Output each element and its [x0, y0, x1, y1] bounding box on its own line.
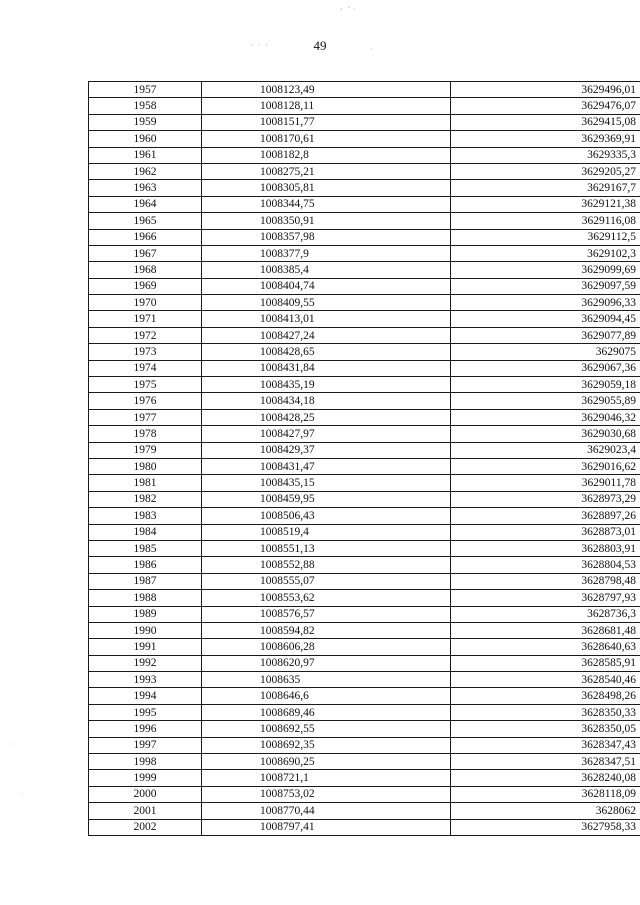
table-row	[89, 655, 640, 671]
x-coordinate-cell: 1008357,98	[202, 229, 451, 245]
y-coordinate-cell: 3628540,46	[451, 672, 640, 688]
point-number-cell: 1987	[89, 573, 202, 589]
x-coordinate-cell: 1008434,18	[202, 393, 451, 409]
point-number-cell: 1981	[89, 475, 202, 491]
scan-artifact: · · ·	[250, 40, 268, 50]
x-coordinate-cell: 1008721,1	[202, 770, 451, 786]
y-coordinate-cell: 3629496,01	[451, 82, 640, 98]
point-number-cell: 1982	[89, 491, 202, 507]
x-coordinate-cell: 1008551,13	[202, 540, 451, 556]
point-number-cell: 1977	[89, 409, 202, 425]
table-row	[89, 557, 640, 573]
point-number-cell: 1988	[89, 590, 202, 606]
point-number-cell: 1968	[89, 262, 202, 278]
y-coordinate-cell: 3629369,91	[451, 131, 640, 147]
x-coordinate-cell: 1008182,8	[202, 147, 451, 163]
x-coordinate-cell: 1008519,4	[202, 524, 451, 540]
table-row	[89, 131, 640, 147]
point-number-cell: 1985	[89, 540, 202, 556]
x-coordinate-cell: 1008404,74	[202, 278, 451, 294]
y-coordinate-cell: 3628118,09	[451, 786, 640, 802]
y-coordinate-cell: 3629099,69	[451, 262, 640, 278]
table-row	[89, 737, 640, 753]
x-coordinate-cell: 1008151,77	[202, 114, 451, 130]
point-number-cell: 1959	[89, 114, 202, 130]
table-row	[89, 442, 640, 458]
point-number-cell: 1975	[89, 377, 202, 393]
y-coordinate-cell: 3629097,59	[451, 278, 640, 294]
table-row	[89, 213, 640, 229]
table-row	[89, 458, 640, 474]
point-number-cell: 1970	[89, 295, 202, 311]
x-coordinate-cell: 1008689,46	[202, 704, 451, 720]
y-coordinate-cell: 3629096,33	[451, 295, 640, 311]
table-row	[89, 803, 640, 819]
y-coordinate-cell: 3629011,78	[451, 475, 640, 491]
x-coordinate-cell: 1008576,57	[202, 606, 451, 622]
table-row	[89, 475, 640, 491]
x-coordinate-cell: 1008594,82	[202, 622, 451, 638]
y-coordinate-cell: 3629077,89	[451, 327, 640, 343]
scan-artifact: ·	[370, 44, 373, 54]
table-row	[89, 606, 640, 622]
table-row	[89, 590, 640, 606]
point-number-cell: 1965	[89, 213, 202, 229]
table-row	[89, 295, 640, 311]
table-row	[89, 180, 640, 196]
point-number-cell: 1980	[89, 458, 202, 474]
table-row	[89, 393, 640, 409]
point-number-cell: 1979	[89, 442, 202, 458]
y-coordinate-cell: 3629167,7	[451, 180, 640, 196]
x-coordinate-cell: 1008431,47	[202, 458, 451, 474]
point-number-cell: 1994	[89, 688, 202, 704]
point-number-cell: 1973	[89, 344, 202, 360]
y-coordinate-cell: 3629102,3	[451, 245, 640, 261]
y-coordinate-cell: 3628803,91	[451, 540, 640, 556]
y-coordinate-cell: 3628736,3	[451, 606, 640, 622]
x-coordinate-cell: 1008305,81	[202, 180, 451, 196]
x-coordinate-cell: 1008435,15	[202, 475, 451, 491]
y-coordinate-cell: 3629055,89	[451, 393, 640, 409]
table-row	[89, 409, 640, 425]
table-row	[89, 704, 640, 720]
y-coordinate-cell: 3628798,48	[451, 573, 640, 589]
table-row	[89, 508, 640, 524]
y-coordinate-cell: 3629116,08	[451, 213, 640, 229]
point-number-cell: 1972	[89, 327, 202, 343]
point-number-cell: 1983	[89, 508, 202, 524]
point-number-cell: 1991	[89, 639, 202, 655]
point-number-cell: 1967	[89, 245, 202, 261]
table-row	[89, 360, 640, 376]
y-coordinate-cell: 3629476,07	[451, 98, 640, 114]
y-coordinate-cell: 3628681,48	[451, 622, 640, 638]
point-number-cell: 1995	[89, 704, 202, 720]
table-row	[89, 754, 640, 770]
x-coordinate-cell: 1008606,28	[202, 639, 451, 655]
table-row	[89, 672, 640, 688]
x-coordinate-cell: 1008552,88	[202, 557, 451, 573]
table-row	[89, 786, 640, 802]
y-coordinate-cell: 3629112,5	[451, 229, 640, 245]
table-row	[89, 573, 640, 589]
y-coordinate-cell: 3629121,38	[451, 196, 640, 212]
y-coordinate-cell: 3628240,08	[451, 770, 640, 786]
table-row	[89, 344, 640, 360]
point-number-cell: 2002	[89, 819, 202, 835]
y-coordinate-cell: 3628347,43	[451, 737, 640, 753]
table-row	[89, 311, 640, 327]
x-coordinate-cell: 1008435,19	[202, 377, 451, 393]
x-coordinate-cell: 1008506,43	[202, 508, 451, 524]
x-coordinate-cell: 1008692,55	[202, 721, 451, 737]
point-number-cell: 1964	[89, 196, 202, 212]
table-row	[89, 327, 640, 343]
y-coordinate-cell: 3627958,33	[451, 819, 640, 835]
y-coordinate-cell: 3628640,63	[451, 639, 640, 655]
point-number-cell: 1993	[89, 672, 202, 688]
x-coordinate-cell: 1008646,6	[202, 688, 451, 704]
x-coordinate-cell: 1008377,9	[202, 245, 451, 261]
y-coordinate-cell: 3629023,4	[451, 442, 640, 458]
page-number: 49	[313, 38, 327, 53]
table-row	[89, 377, 640, 393]
table-row	[89, 278, 640, 294]
y-coordinate-cell: 3629046,32	[451, 409, 640, 425]
y-coordinate-cell: 3628973,29	[451, 491, 640, 507]
table-row	[89, 262, 640, 278]
point-number-cell: 1958	[89, 98, 202, 114]
x-coordinate-cell: 1008459,95	[202, 491, 451, 507]
point-number-cell: 1957	[89, 82, 202, 98]
scan-artifact: · ‘ ·	[340, 4, 356, 14]
x-coordinate-cell: 1008427,24	[202, 327, 451, 343]
point-number-cell: 2001	[89, 803, 202, 819]
point-number-cell: 1976	[89, 393, 202, 409]
table-row	[89, 163, 640, 179]
x-coordinate-cell: 1008770,44	[202, 803, 451, 819]
point-number-cell: 1990	[89, 622, 202, 638]
x-coordinate-cell: 1008428,65	[202, 344, 451, 360]
point-number-cell: 1999	[89, 770, 202, 786]
table-row	[89, 721, 640, 737]
scan-artifact: ·	[20, 790, 23, 799]
y-coordinate-cell: 3628804,53	[451, 557, 640, 573]
x-coordinate-cell: 1008692,35	[202, 737, 451, 753]
point-number-cell: 1989	[89, 606, 202, 622]
y-coordinate-cell: 3628347,51	[451, 754, 640, 770]
x-coordinate-cell: 1008555,07	[202, 573, 451, 589]
point-number-cell: 1986	[89, 557, 202, 573]
point-number-cell: 1997	[89, 737, 202, 753]
point-number-cell: 1961	[89, 147, 202, 163]
y-coordinate-cell: 3629030,68	[451, 426, 640, 442]
point-number-cell: 1963	[89, 180, 202, 196]
point-number-cell: 1962	[89, 163, 202, 179]
x-coordinate-cell: 1008350,91	[202, 213, 451, 229]
table-row	[89, 147, 640, 163]
table-row	[89, 229, 640, 245]
x-coordinate-cell: 1008428,25	[202, 409, 451, 425]
y-coordinate-cell: 3628897,26	[451, 508, 640, 524]
table-row	[89, 819, 640, 835]
table-row	[89, 622, 640, 638]
table-row	[89, 491, 640, 507]
y-coordinate-cell: 3628585,91	[451, 655, 640, 671]
point-number-cell: 1969	[89, 278, 202, 294]
y-coordinate-cell: 3628498,26	[451, 688, 640, 704]
y-coordinate-cell: 3629016,62	[451, 458, 640, 474]
point-number-cell: 1974	[89, 360, 202, 376]
coordinates-table	[88, 81, 640, 836]
x-coordinate-cell: 1008128,11	[202, 98, 451, 114]
table-row	[89, 426, 640, 442]
point-number-cell: 1998	[89, 754, 202, 770]
table-row	[89, 639, 640, 655]
scan-artifact: ·	[12, 740, 15, 749]
coordinates-table-body	[89, 82, 640, 836]
point-number-cell: 1992	[89, 655, 202, 671]
table-row	[89, 688, 640, 704]
x-coordinate-cell: 1008344,75	[202, 196, 451, 212]
x-coordinate-cell: 1008123,49	[202, 82, 451, 98]
x-coordinate-cell: 1008553,62	[202, 590, 451, 606]
point-number-cell: 1978	[89, 426, 202, 442]
table-row	[89, 540, 640, 556]
x-coordinate-cell: 1008275,21	[202, 163, 451, 179]
x-coordinate-cell: 1008690,25	[202, 754, 451, 770]
y-coordinate-cell: 3628797,93	[451, 590, 640, 606]
y-coordinate-cell: 3629205,27	[451, 163, 640, 179]
table-row	[89, 524, 640, 540]
table-row	[89, 98, 640, 114]
y-coordinate-cell: 3629335,3	[451, 147, 640, 163]
x-coordinate-cell: 1008620,97	[202, 655, 451, 671]
table-row	[89, 245, 640, 261]
y-coordinate-cell: 3629067,36	[451, 360, 640, 376]
y-coordinate-cell: 3629075	[451, 344, 640, 360]
point-number-cell: 2000	[89, 786, 202, 802]
table-row	[89, 114, 640, 130]
x-coordinate-cell: 1008753,02	[202, 786, 451, 802]
y-coordinate-cell: 3628062	[451, 803, 640, 819]
y-coordinate-cell: 3628350,05	[451, 721, 640, 737]
y-coordinate-cell: 3629094,45	[451, 311, 640, 327]
point-number-cell: 1996	[89, 721, 202, 737]
table-row	[89, 770, 640, 786]
x-coordinate-cell: 1008170,61	[202, 131, 451, 147]
point-number-cell: 1971	[89, 311, 202, 327]
x-coordinate-cell: 1008385,4	[202, 262, 451, 278]
x-coordinate-cell: 1008797,41	[202, 819, 451, 835]
x-coordinate-cell: 1008431,84	[202, 360, 451, 376]
x-coordinate-cell: 1008413,01	[202, 311, 451, 327]
table-row	[89, 196, 640, 212]
x-coordinate-cell: 1008427,97	[202, 426, 451, 442]
x-coordinate-cell: 1008409,55	[202, 295, 451, 311]
x-coordinate-cell: 1008635	[202, 672, 451, 688]
y-coordinate-cell: 3629059,18	[451, 377, 640, 393]
point-number-cell: 1966	[89, 229, 202, 245]
point-number-cell: 1984	[89, 524, 202, 540]
table-row	[89, 82, 640, 98]
y-coordinate-cell: 3628350,33	[451, 704, 640, 720]
y-coordinate-cell: 3629415,08	[451, 114, 640, 130]
x-coordinate-cell: 1008429,37	[202, 442, 451, 458]
point-number-cell: 1960	[89, 131, 202, 147]
y-coordinate-cell: 3628873,01	[451, 524, 640, 540]
